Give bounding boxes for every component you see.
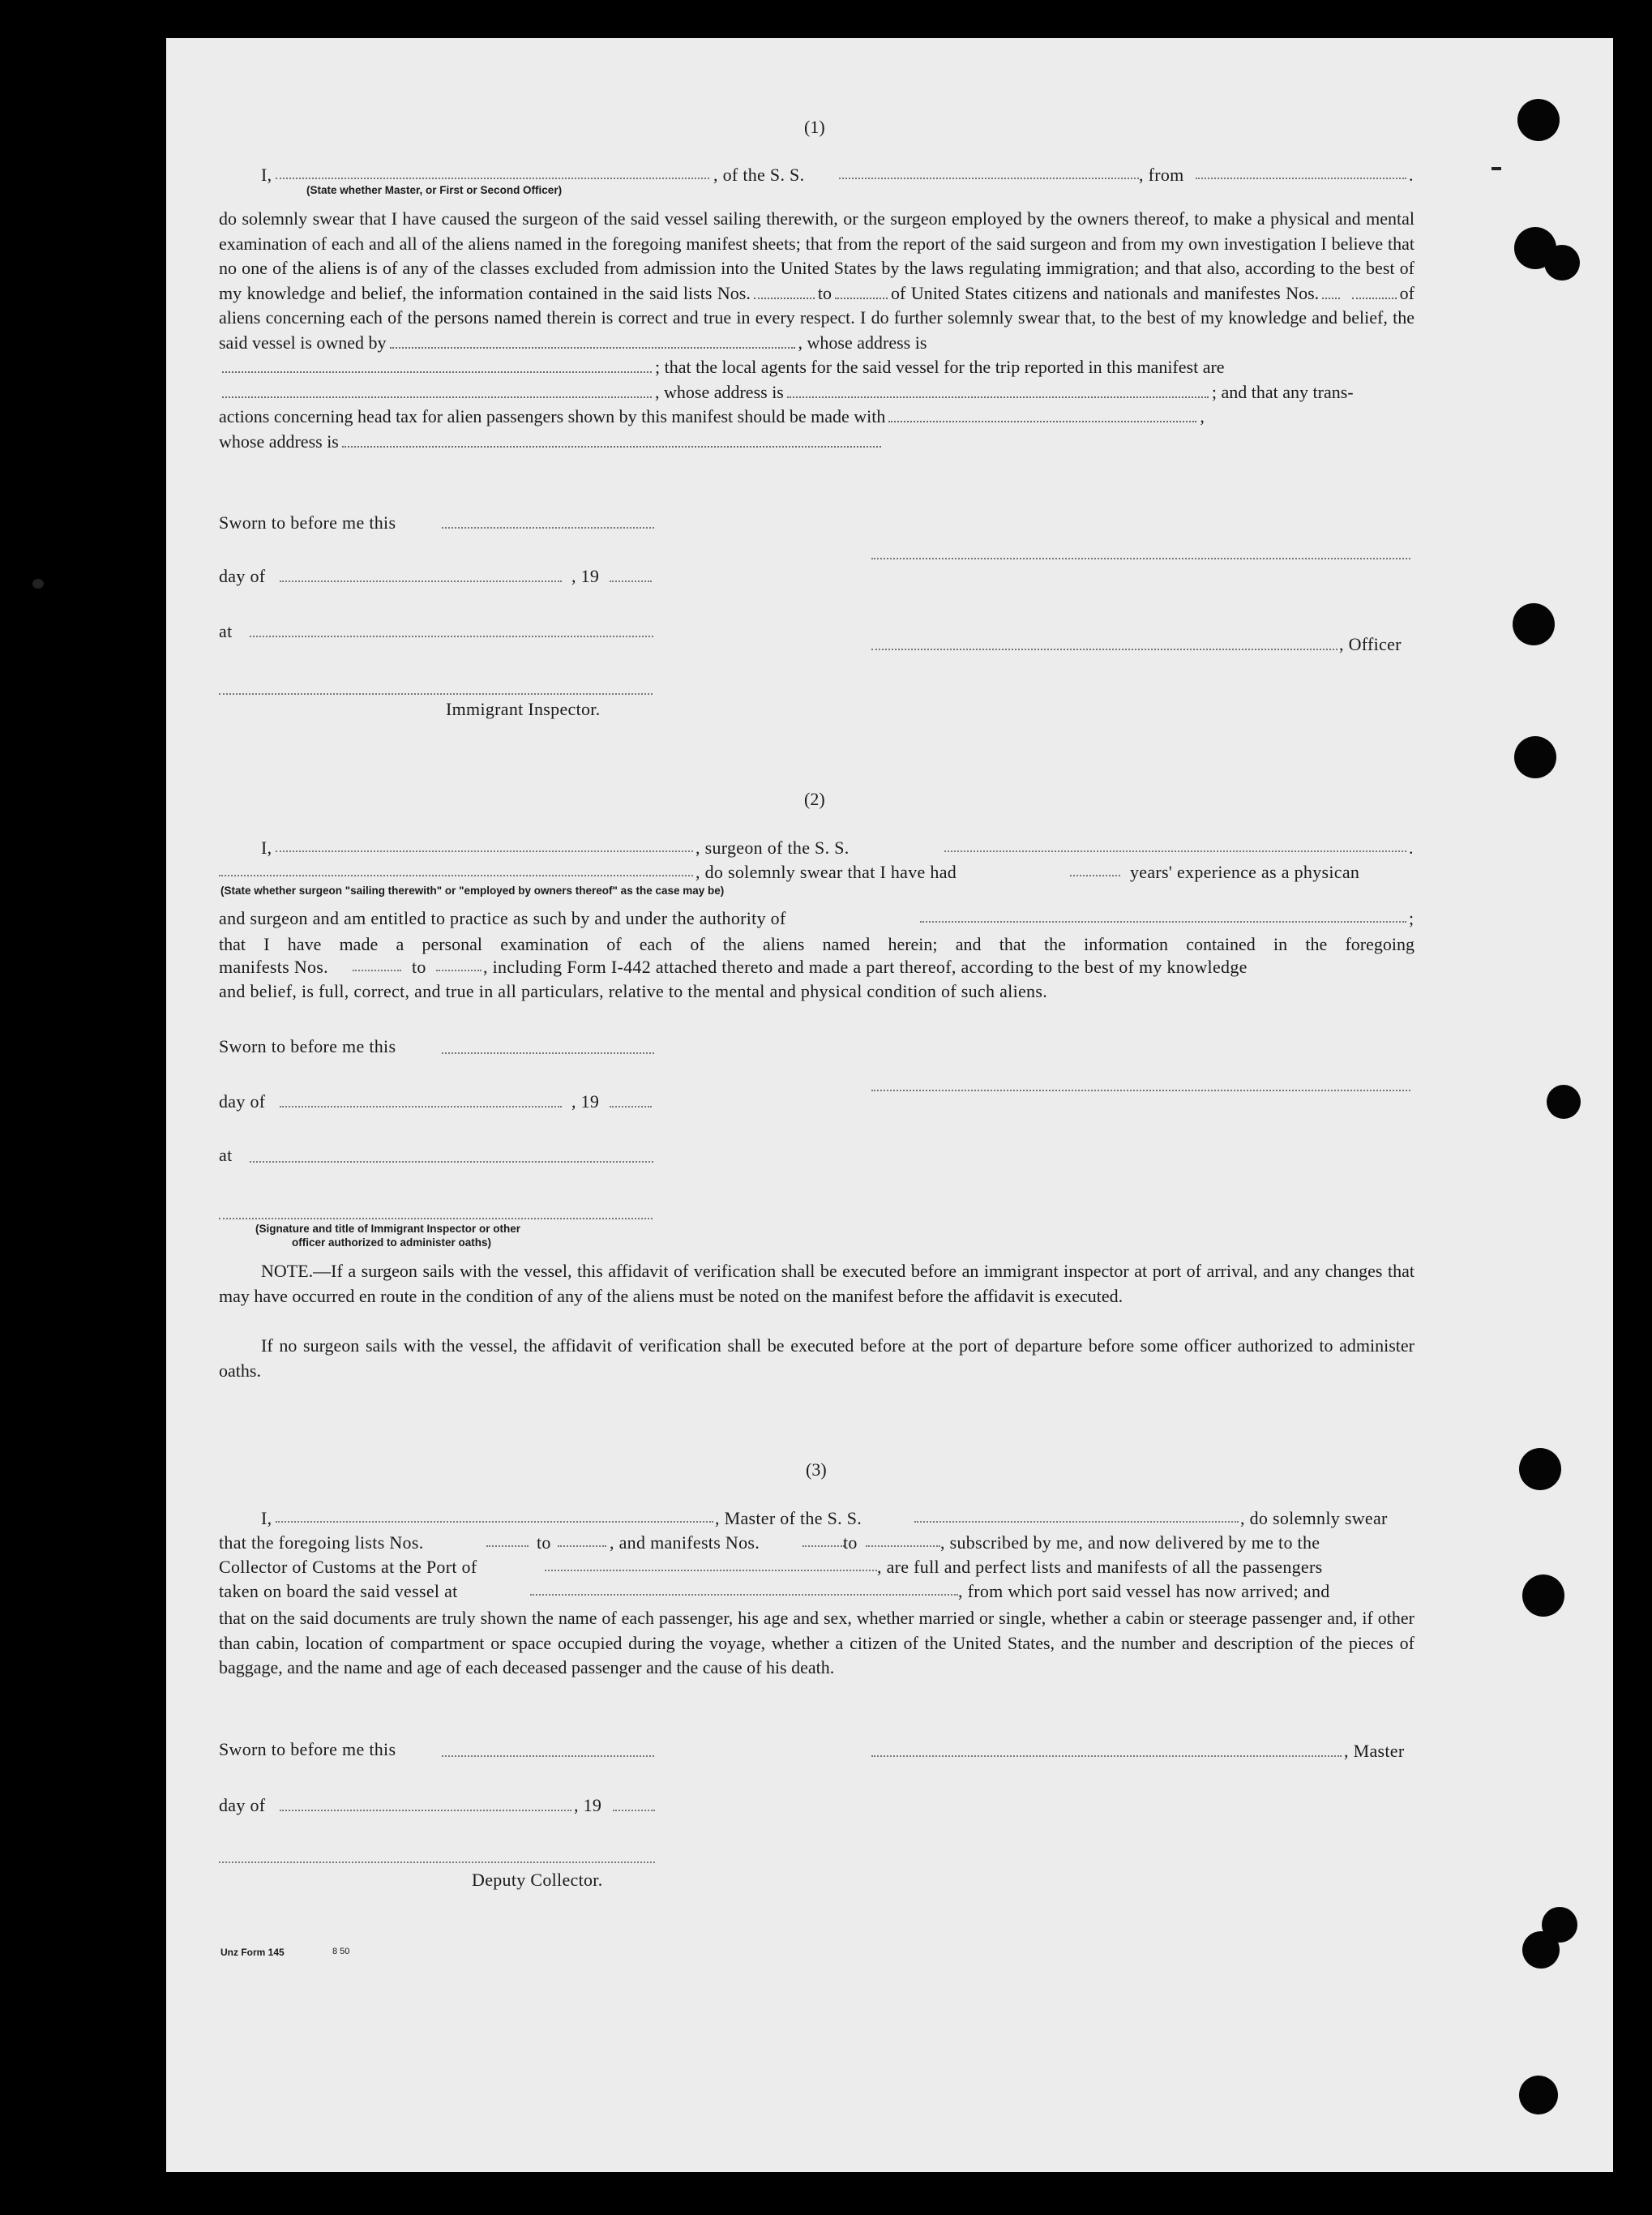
s1-body1: do solemnly swear that I have caused the surgeon of the said vessel sailing therewith, or the surgeon employed by the owners thereof, to make a physical and mental examination of each and all of the aliens named in the foregoing manifest sheets; that from the report of the said surgeon and from my own investigation I believe that no one of the aliens is of any of the classes excluded from admission into the United States by the laws regulating immigration; and that also, according to the best of my knowledge and belief, the information contained in the said lists Nos.	[219, 208, 1414, 303]
fill-line	[1070, 875, 1120, 876]
s3-line1-swear: , do solemnly swear	[1240, 1508, 1388, 1528]
s1-body4: , whose address is	[798, 332, 927, 353]
punch-hole	[1522, 1574, 1564, 1617]
signature-line	[871, 649, 1337, 650]
fill-line	[276, 850, 693, 852]
s2-line1-ss: , surgeon of the S. S.	[695, 838, 850, 858]
fill-line	[613, 1810, 655, 1811]
s1-to: to	[817, 282, 832, 303]
fill-line	[353, 970, 401, 971]
s3-line2-b: to	[537, 1532, 551, 1553]
fill-line	[558, 1545, 606, 1547]
s1-body	[219, 207, 1414, 454]
fill-line	[219, 693, 653, 695]
note-paragraph-1	[219, 1259, 1414, 1309]
s1-line1-ss: , of the S. S.	[713, 165, 805, 185]
s1-body3: of aliens concerning each of the persons named therein is correct and true in every respect. I do further solemnly swear that, to the best of my knowledge and belief, the said vessel is owned by	[219, 282, 1414, 353]
s2-body4: and belief, is full, correct, and true in all particulars, relative to the mental and physical condition of such aliens.	[219, 981, 1048, 1001]
punch-hole	[1542, 1907, 1577, 1943]
fill-line	[1196, 178, 1406, 179]
s3-year: , 19	[574, 1795, 602, 1815]
s2-sig-caption-1: (Signature and title of Immigrant Inspector or other	[255, 1223, 521, 1235]
fill-line	[280, 581, 562, 582]
fill-line	[944, 850, 1406, 852]
fill-line	[866, 1545, 940, 1547]
section-number-3: (3)	[806, 1459, 827, 1480]
speck	[1492, 167, 1501, 170]
s1-inspector: Immigrant Inspector.	[446, 699, 601, 719]
s2-line1-end: .	[1409, 838, 1414, 858]
punch-hole	[1547, 1085, 1581, 1119]
s2-line2-a: , do solemnly swear that I have had	[695, 862, 957, 882]
s2-year: , 19	[571, 1091, 600, 1112]
punch-hole	[1544, 245, 1580, 281]
s2-line2-b: years' experience as a physican	[1130, 862, 1360, 882]
fill-line	[442, 1052, 654, 1054]
s1-body9: whose address is	[219, 431, 339, 452]
s1-body8-end: ,	[1200, 406, 1205, 426]
s1-caption: (State whether Master, or First or Second Officer)	[306, 184, 563, 196]
signature-line	[219, 1218, 653, 1219]
s1-body2: of United States citizens and nationals and manifestes Nos.	[891, 282, 1320, 303]
signature-line	[871, 558, 1410, 559]
speck	[32, 579, 44, 589]
form-number: Unz Form 145	[220, 1947, 285, 1958]
s2-body2: that I have made a personal examination of each of the aliens named herein; and that the information contained in the foregoing	[219, 934, 1414, 954]
s3-line1-i: I,	[261, 1508, 272, 1528]
form-date: 8 50	[332, 1947, 350, 1956]
fill-line	[486, 1545, 529, 1547]
s3-line2-e: , subscribed by me, and now delivered by me to the	[940, 1532, 1320, 1553]
fill-line	[280, 1106, 562, 1108]
s1-line1-end: .	[1409, 165, 1414, 185]
fill-line	[610, 581, 652, 582]
section-number-1: (1)	[804, 117, 825, 137]
fill-line	[436, 970, 481, 971]
s1-line1-from: , from	[1139, 165, 1184, 185]
fill-line	[545, 1570, 877, 1571]
punch-hole	[1513, 603, 1555, 645]
s1-year: , 19	[571, 566, 600, 586]
s2-day: day of	[219, 1091, 266, 1112]
fill-line	[250, 1161, 653, 1163]
s2-body3b: to	[412, 957, 426, 977]
signature-line	[871, 1090, 1410, 1091]
fill-line	[276, 1521, 713, 1523]
s1-body7: ; and that any trans-	[1211, 381, 1354, 402]
s1-body5: ; that the local agents for the said vessel for the trip reported in this manifest are	[655, 357, 1225, 377]
s3-line3-a: Collector of Customs at the Port of	[219, 1557, 477, 1577]
s1-body6: , whose address is	[655, 381, 784, 402]
note-text-1: NOTE.—If a surgeon sails with the vessel, this affidavit of verification shall be executed before an immigrant inspector at port of arrival, and any changes that may have occurred en route in the condition of any of the aliens must be noted on the manifest before the affidavit is executed.	[219, 1261, 1414, 1306]
s2-body2-para	[219, 932, 1414, 958]
s1-officer: , Officer	[1339, 634, 1402, 654]
s3-line2-a: that the foregoing lists Nos.	[219, 1532, 424, 1553]
s1-at: at	[219, 621, 233, 641]
s3-deputy: Deputy Collector.	[472, 1870, 603, 1890]
fill-line	[610, 1106, 652, 1108]
s3-line2-d: to	[843, 1532, 858, 1553]
s1-body8: actions concerning head tax for alien passengers shown by this manifest should be made with	[219, 406, 886, 426]
s3-line2-c: , and manifests Nos.	[610, 1532, 760, 1553]
punch-hole	[1514, 736, 1556, 778]
s3-line4-b: , from which port said vessel has now arrived; and	[958, 1581, 1330, 1601]
s3-master: , Master	[1344, 1741, 1405, 1761]
fill-line	[276, 178, 709, 179]
s1-day: day of	[219, 566, 266, 586]
s2-at: at	[219, 1145, 233, 1165]
fill-line	[914, 1521, 1239, 1523]
fill-line	[442, 527, 654, 529]
s3-sworn: Sworn to before me this	[219, 1739, 396, 1759]
fill-line	[530, 1594, 958, 1596]
fill-line	[839, 178, 1139, 179]
punch-hole	[1519, 1448, 1561, 1490]
fill-line	[442, 1755, 654, 1757]
fill-line	[250, 636, 653, 637]
s2-line1-i: I,	[261, 838, 272, 858]
s3-line4-a: taken on board the said vessel at	[219, 1581, 458, 1601]
s3-day: day of	[219, 1795, 266, 1815]
s1-sworn: Sworn to before me this	[219, 512, 396, 533]
fill-line	[280, 1810, 571, 1811]
note-paragraph-2	[219, 1334, 1414, 1383]
s2-sig-caption-2: officer authorized to administer oaths)	[292, 1236, 492, 1249]
fill-line	[219, 875, 693, 876]
s3-line3-b: , are full and perfect lists and manifests of all the passengers	[877, 1557, 1323, 1577]
fill-line	[802, 1545, 845, 1547]
s3-body-para	[219, 1606, 1414, 1681]
s3-line1-ss: , Master of the S. S.	[715, 1508, 862, 1528]
s2-body1: and surgeon and am entitled to practice as such by and under the authority of	[219, 908, 786, 928]
s2-body3c: , including Form I-442 attached thereto and made a part thereof, according to the best of my knowledge	[483, 957, 1248, 977]
s2-caption: (State whether surgeon "sailing therewith" or "employed by owners thereof" as the case may be)	[220, 885, 725, 897]
punch-hole	[1519, 2076, 1558, 2114]
note-text-2: If no surgeon sails with the vessel, the affidavit of verification shall be executed before at the port of departure before some officer authorized to administer oaths.	[219, 1335, 1414, 1381]
s2-body1-end: ;	[1409, 908, 1414, 928]
signature-line	[219, 1862, 655, 1863]
signature-line	[871, 1755, 1342, 1757]
fill-line	[920, 921, 1406, 923]
s2-sworn: Sworn to before me this	[219, 1036, 396, 1056]
s1-line1-i: I,	[261, 165, 272, 185]
s3-body: that on the said documents are truly shown the name of each passenger, his age and sex, whether married or single, whether a cabin or steerage passenger and, if other than cabin, location of compartment or space occupied during the voyage, whether a citizen of the United States, and the number and description of the pieces of baggage, and the name and age of each deceased passenger and the cause of his death.	[219, 1608, 1414, 1677]
s2-body3a: manifests Nos.	[219, 957, 328, 977]
section-number-2: (2)	[804, 789, 825, 809]
punch-hole	[1517, 99, 1560, 141]
